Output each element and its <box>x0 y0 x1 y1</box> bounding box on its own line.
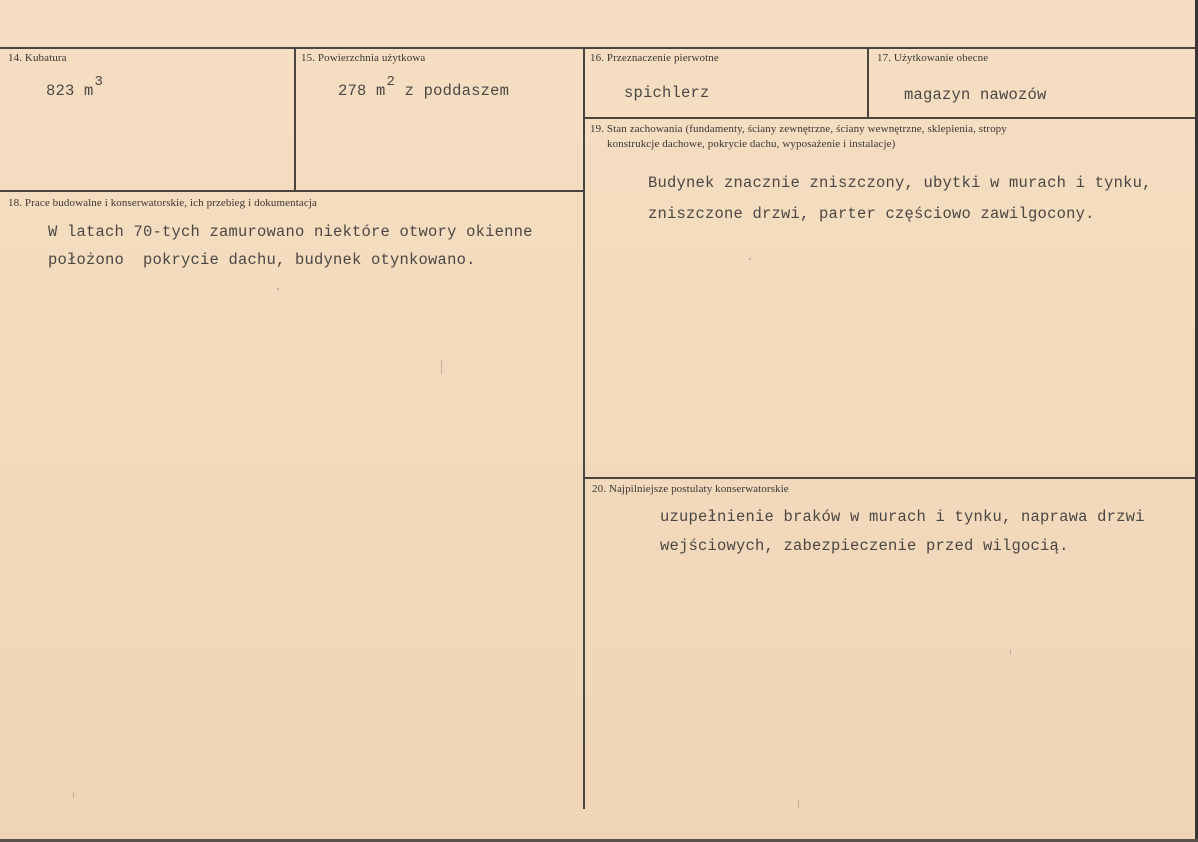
paper-speck <box>441 360 442 374</box>
field-20-line-1: uzupełnienie braków w murach i tynku, naprawa drzwi <box>660 508 1145 526</box>
field-17-value: magazyn nawozów <box>904 86 1047 104</box>
field-20-line-2: wejściowych, zabezpieczenie przed wilgocią. <box>660 537 1069 555</box>
field-19-label-line-1: 19. Stan zachowania (fundamenty, ściany zewnętrzne, ściany wewnętrzne, sklepienia, stropy <box>590 123 1007 135</box>
field-14-label: 14. Kubatura <box>8 52 67 64</box>
main-column-divider <box>583 47 585 809</box>
paper-speck <box>1010 650 1011 655</box>
kubatura-number: 823 m <box>46 82 94 100</box>
field-14-value <box>46 74 104 100</box>
powierzchnia-number: 278 m <box>338 82 386 100</box>
divider-14-15 <box>294 47 296 190</box>
field-18-line-1: W latach 70-tych zamurowano niektóre otwory okienne <box>48 223 533 241</box>
field-16-label: 16. Przeznaczenie pierwotne <box>590 52 719 64</box>
field-17-label: 17. Użytkowanie obecne <box>877 52 989 64</box>
divider-16-17 <box>867 47 869 117</box>
rule-under-16-17 <box>584 117 1198 119</box>
field-19-line-2: zniszczone drzwi, parter częściowo zawilgocony. <box>648 205 1095 223</box>
rule-under-14-15 <box>0 190 584 192</box>
field-18-label: 18. Prace budowalne i konserwatorskie, ich przebieg i dokumentacja <box>8 197 317 209</box>
paper-speck <box>749 258 751 260</box>
rule-under-19 <box>584 477 1198 479</box>
powierzchnia-suffix: z poddaszem <box>395 82 510 100</box>
field-19-line-1: Budynek znacznie zniszczony, ubytki w murach i tynku, <box>648 174 1152 192</box>
kubatura-exponent: 3 <box>94 74 104 90</box>
powierzchnia-exponent: 2 <box>386 74 396 90</box>
paper-speck <box>73 792 74 798</box>
field-20-label: 20. Najpilniejsze postulaty konserwatorskie <box>592 483 789 495</box>
field-15-value <box>338 74 510 100</box>
field-15-label: 15. Powierzchnia użytkowa <box>301 52 426 64</box>
field-18-line-2: położono pokrycie dachu, budynek otynkowano. <box>48 251 476 269</box>
paper-speck <box>798 800 799 808</box>
field-19-label-line-2: konstrukcje dachowe, pokrycie dachu, wyposażenie i instalacje) <box>607 138 896 150</box>
top-rule <box>0 47 1198 49</box>
paper-speck <box>277 288 279 290</box>
field-16-value: spichlerz <box>624 84 710 102</box>
